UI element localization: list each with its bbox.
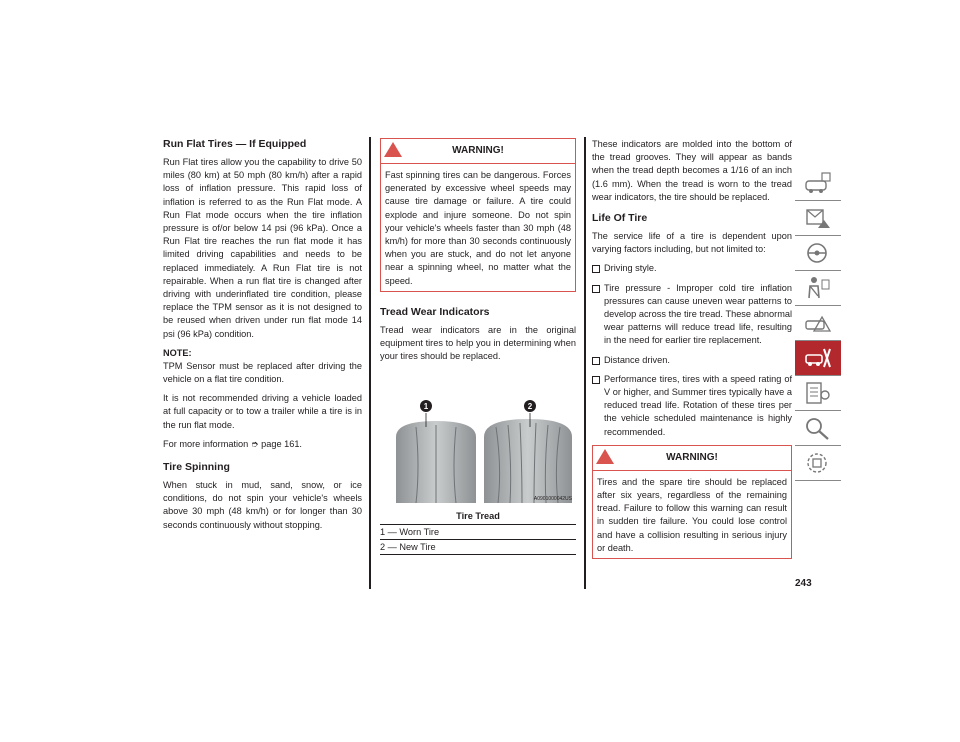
note-text: TPM Sensor must be replaced after driving the vehicle on a flat tire condition. bbox=[163, 360, 362, 385]
warning-title: WARNING! bbox=[666, 451, 718, 463]
heading-run-flat: Run Flat Tires — If Equipped bbox=[163, 138, 307, 150]
warning-lights-icon[interactable] bbox=[795, 201, 841, 236]
list-item: Distance driven. bbox=[592, 354, 792, 367]
more-info-line bbox=[163, 438, 362, 451]
list-item: Tire pressure - Improper cold tire inflation pressures can cause uneven wear patterns to develop across the tire tread. These abnormal wear patterns will reduce tread life, resulting in the need for earlier tire replacement. bbox=[592, 282, 792, 348]
service-icon[interactable] bbox=[795, 341, 841, 376]
figure-caption: Tire Tread bbox=[456, 511, 500, 522]
tire-spinning-paragraph: When stuck in mud, sand, snow, or ice conditions, do not spin your vehicle's wheels above 30 mph (48 km/h) or for longer than 30 seconds continuously without stopping. bbox=[163, 480, 362, 530]
figure-legend bbox=[380, 524, 576, 555]
indicators-paragraph: These indicators are molded into the bottom of the tread grooves. They will appear as bands when the tread depth becomes a 1/16 of an inch (1.6 mm). When the tread is worn to the tread wear indicators, the tire should be replaced. bbox=[592, 139, 792, 202]
heading-life-of-tire: Life Of Tire bbox=[592, 212, 648, 225]
page-ref-link[interactable]: page 161. bbox=[261, 438, 302, 449]
seatbelt-icon[interactable] bbox=[795, 271, 841, 306]
list-item: Performance tires, tires with a speed rating of V or higher, and Summer tires typically have a reduced tread life. Rotation of these tires per the vehicle scheduled maintenance is highly recommended. bbox=[592, 373, 792, 439]
warning-header bbox=[381, 139, 575, 164]
page-ref-arrow-icon: ➮ bbox=[250, 438, 259, 449]
note-label: NOTE: bbox=[163, 347, 192, 358]
heading-tire-spinning: Tire Spinning bbox=[163, 461, 230, 474]
trailer-paragraph: It is not recommended driving a vehicle loaded at full capacity or to tow a trailer while a tire is in the run flat mode. bbox=[163, 393, 362, 430]
column-2 bbox=[380, 138, 576, 553]
heading-tread-wear: Tread Wear Indicators bbox=[380, 305, 490, 318]
warning-box bbox=[592, 445, 792, 559]
checkbox-bullet-icon bbox=[592, 376, 600, 384]
warning-body bbox=[381, 164, 575, 291]
figure-code: A0901000042US bbox=[533, 496, 572, 503]
new-tire-shape bbox=[484, 419, 572, 503]
run-flat-paragraph: Run Flat tires allow you the capability to drive 50 miles (80 km) at 50 mph (80 km/h) after a rapid loss of inflation pressure. This rapid loss of inflation is referred to as the Run Flat mode. A Run Flat mode occurs when the tire inflation pressure is of/or below 14 psi (96 kPa). Once a Run Flat tire reaches the run flat mode it has limited driving capabilities and needs to be replaced immediately. A Run Flat tire is not repairable. When a run flat tire is changed after driving with underinflated tire condition, please replace the TPM sensor as it is not designed to be reused when driven under run flat mode 14 psi (96 kPa) condition. bbox=[163, 157, 362, 339]
checkbox-bullet-icon bbox=[592, 265, 600, 273]
factors-list bbox=[592, 262, 792, 438]
warning-text: Tires and the spare tire should be replaced after six years, regardless of the remaining tread. Failure to follow this warning can result in sudden tire failure. You could lose control and have a collision resulting in serious injury or death. bbox=[597, 476, 787, 553]
legend-row: 2 — New Tire bbox=[380, 540, 576, 555]
warning-title: WARNING! bbox=[452, 145, 504, 156]
more-info-prefix: For more information bbox=[163, 438, 249, 449]
column-1 bbox=[163, 138, 362, 538]
specifications-icon[interactable] bbox=[795, 376, 841, 411]
steering-wheel-icon[interactable] bbox=[795, 236, 841, 271]
callout-1: 1 bbox=[423, 402, 429, 412]
tread-wear-paragraph: Tread wear indicators are in the original equipment tires to help you in determining when your tires should be replaced. bbox=[380, 324, 576, 362]
callout-2: 2 bbox=[527, 402, 533, 412]
warning-box bbox=[380, 138, 576, 292]
warning-text: Fast spinning tires can be dangerous. Forces generated by excessive wheel speeds may cause tire damage or failure. A tire could explode and injure someone. Do not spin your vehicle's wheels faster than 30 mph (48 km/h) for more than 30 seconds continuously when you are stuck, and do not let anyone near a spinning wheel, no matter what the speed. bbox=[385, 170, 571, 286]
column-divider bbox=[584, 137, 586, 589]
chapter-tabs bbox=[795, 166, 841, 481]
roadside-icon[interactable] bbox=[795, 306, 841, 341]
checkbox-bullet-icon bbox=[592, 285, 600, 293]
life-of-tire-paragraph: The service life of a tire is dependent upon varying factors including, but not limited to: bbox=[592, 231, 792, 255]
column-divider bbox=[369, 137, 371, 589]
warning-body bbox=[593, 471, 791, 558]
checkbox-bullet-icon bbox=[592, 357, 600, 365]
page-number: 243 bbox=[795, 578, 812, 589]
tire-tread-illustration bbox=[380, 397, 576, 503]
tire-tread-figure bbox=[380, 397, 576, 553]
legend-row: 1 — Worn Tire bbox=[380, 525, 576, 540]
multimedia-icon[interactable] bbox=[795, 446, 841, 481]
index-icon[interactable] bbox=[795, 411, 841, 446]
column-3 bbox=[592, 138, 792, 573]
warning-header bbox=[593, 446, 791, 471]
list-item: Driving style. bbox=[592, 262, 792, 275]
car-info-icon[interactable] bbox=[795, 166, 841, 201]
